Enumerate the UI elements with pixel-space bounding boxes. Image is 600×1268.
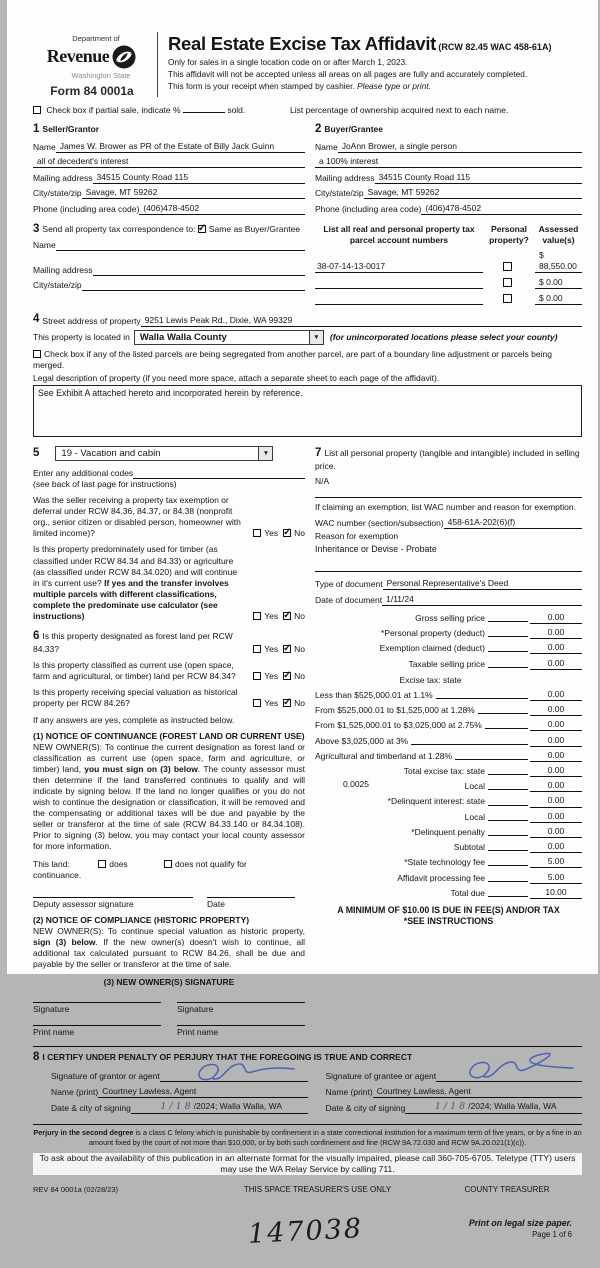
- additional-codes-field[interactable]: [133, 470, 305, 479]
- personal-property-checkbox[interactable]: [503, 262, 512, 271]
- form-title: Real Estate Excise Tax Affidavit: [168, 33, 437, 54]
- corr-city-label: City/state/zip: [33, 279, 82, 290]
- seller-mail-label: Mailing address: [33, 172, 93, 183]
- tax-row: Agricultural and timberland at 1.28% 0.00: [315, 750, 582, 762]
- section-1-number: 1: [33, 123, 40, 136]
- street-address-label: Street address of property: [42, 315, 141, 326]
- grantor-date-field[interactable]: 1/18/2024; Walla Walla, WA: [131, 1101, 308, 1114]
- buyer-mail-field[interactable]: 34515 County Road 115: [375, 172, 582, 184]
- buyer-city-field[interactable]: Savage, MT 59262: [364, 187, 582, 199]
- excise-tax-state-header: Excise tax: state: [399, 674, 462, 685]
- section-2-number: 2: [315, 123, 322, 136]
- dept-of-label: Department of: [72, 34, 120, 43]
- county-dropdown-value: Walla Walla County: [139, 332, 227, 344]
- grantee-date-label: Date & city of signing: [325, 1103, 406, 1114]
- forest-land-question-text: 6 Is this property designated as forest land per RCW 84.33?: [33, 629, 233, 654]
- section-7-personal-property: [315, 446, 582, 472]
- section-2-buyer: [315, 122, 582, 215]
- header-sub3: This form is your receipt when stamped by cashier. Please type or print.: [168, 80, 431, 91]
- reason-field[interactable]: Inheritance or Devise - Probate: [315, 543, 437, 554]
- form-number: Form 84 0001a: [50, 83, 134, 98]
- partial-sale-checkbox[interactable]: [33, 106, 41, 114]
- use-code-dropdown[interactable]: [55, 446, 273, 461]
- county-treasurer-label: COUNTY TREASURER: [464, 1185, 550, 1195]
- parcel-col2-header: Personal property?: [489, 223, 529, 245]
- historic-question-text: Is this property receiving special valuation as historical property per RCW 84.26?: [33, 686, 238, 708]
- correspondence-label: Send all property tax correspondence to:: [42, 223, 196, 234]
- continuance-label: continuance.: [33, 869, 82, 880]
- deputy-signature-label: Deputy assessor signature: [33, 898, 134, 909]
- revenue-wordmark: Revenue: [46, 46, 110, 67]
- seller-city-label: City/state/zip: [33, 188, 82, 199]
- grantee-signature-block: [308, 1065, 583, 1114]
- grantee-name-field[interactable]: Courtney Lawless, Agent: [373, 1086, 582, 1098]
- does-not-checkbox[interactable]: [164, 860, 172, 868]
- tax-row: Affidavit processing fee 5.00: [315, 872, 582, 884]
- assessed-value-field[interactable]: $ 0.00: [535, 293, 582, 305]
- buyer-phone-field[interactable]: (406)478-4502: [421, 203, 582, 215]
- tax-row: Total due 10.00: [315, 887, 582, 899]
- form-title-rcw: (RCW 82.45 WAC 458-61A): [438, 42, 552, 52]
- grantee-signature-ink: [455, 1048, 580, 1082]
- buyer-name-label: Name: [315, 141, 338, 152]
- legal-desc-label: Legal description of property (if you need more space, attach a separate sheet to each page of the affidavit).: [33, 373, 440, 384]
- personal-property-checkbox[interactable]: [503, 294, 512, 303]
- forest-yes-checkbox[interactable]: [253, 645, 261, 653]
- codes-note: (see back of last page for instructions): [33, 479, 177, 490]
- parcel-number-field[interactable]: 38-07-14-13-0017: [315, 261, 483, 273]
- buyer-phone-label: Phone (including area code): [315, 203, 422, 214]
- buyer-city-label: City/state/zip: [315, 188, 364, 199]
- parcel-row: [315, 250, 582, 273]
- exemption-question: Was the seller receiving a property tax exemption or deferral under RCW 84.36, 84.37, or 84.38 (nonprofit org., senior citizen or disabled person, homeowner with limited income)? Yes ✓ No: [33, 495, 305, 539]
- county-note: (for unincorporated locations please select your county): [329, 332, 558, 342]
- section-8-certification: [33, 1046, 582, 1114]
- tax-value[interactable]: 0.00: [530, 612, 582, 624]
- print-legal-note: Print on legal size paper.: [468, 1217, 572, 1228]
- current-use-no-checkbox[interactable]: ✓: [283, 669, 292, 681]
- affidavit-page: [7, 0, 598, 1250]
- header-sub1: Only for sales in a single location code on or after March 1, 2023.: [168, 57, 408, 68]
- corr-mail-field[interactable]: [93, 267, 305, 276]
- grantor-name-label: Name (print): [51, 1086, 99, 1097]
- section-3-correspondence: [33, 222, 305, 305]
- parcel-col3-header: Assessed value(s): [538, 223, 579, 245]
- grantor-signature-ink: [182, 1058, 302, 1084]
- tax-row: From $1,525,000.01 to $3,025,000 at 2.75% 0.00: [315, 719, 582, 731]
- partial-sale-label: Check box if partial sale, indicate %: [46, 105, 181, 116]
- deputy-signature-field[interactable]: [33, 897, 193, 910]
- section-5-number: 5: [33, 447, 40, 460]
- tax-value[interactable]: 5.00: [530, 872, 582, 884]
- assessed-value-field[interactable]: $ 88,550.00: [535, 250, 582, 273]
- parcel-row: [315, 293, 582, 305]
- corr-city-field[interactable]: [82, 282, 305, 291]
- tax-row: *Personal property (deduct) 0.00: [315, 627, 582, 639]
- parcel-row: [315, 277, 582, 289]
- tax-row: *Delinquent interest: state 0.00: [315, 795, 582, 807]
- divider: [315, 571, 582, 572]
- grantee-name-label: Name (print): [325, 1086, 373, 1097]
- county-dropdown-arrow-icon[interactable]: ▼: [309, 331, 323, 344]
- tax-value[interactable]: 0.00: [530, 719, 582, 731]
- see-instructions-note: *SEE INSTRUCTIONS: [403, 916, 494, 927]
- exemption-no-checkbox[interactable]: ✓: [283, 527, 292, 539]
- parcel-col1-header: List all real and personal property tax parcel account numbers: [323, 223, 475, 245]
- seller-phone-field[interactable]: (406)478-4502: [139, 203, 305, 215]
- partial-sale-row: [33, 105, 245, 116]
- located-in-label: This property is located in: [33, 332, 130, 342]
- seller-name2-field[interactable]: all of decedent's interest: [33, 156, 305, 168]
- owner-signature-field[interactable]: Signature: [33, 1002, 161, 1015]
- section-4-number: 4: [33, 313, 40, 326]
- tax-value[interactable]: 0.00: [530, 627, 582, 639]
- section-4-property: [33, 312, 582, 437]
- current-use-question-text: Is this property classified as current use (open space, farm and agricultural, or timber) land per RCW 84.34?: [33, 659, 236, 681]
- washington-state-label: Washington State: [71, 70, 131, 80]
- tax-row: Subtotal 0.00: [315, 841, 582, 853]
- tax-row: Gross selling price 0.00: [315, 612, 582, 624]
- same-as-buyer-label: Same as Buyer/Grantee: [208, 223, 301, 234]
- use-code-value: 19 - Vacation and cabin: [61, 448, 161, 460]
- tax-value[interactable]: 0.00: [530, 750, 582, 762]
- grantor-date-label: Date & city of signing: [51, 1103, 131, 1114]
- tax-row: Local 0.00: [315, 811, 582, 823]
- tax-value[interactable]: 0.00: [530, 689, 582, 701]
- tax-row: From $525,000.01 to $1,525,000 at 1.28% 0.00: [315, 704, 582, 716]
- corr-name-field[interactable]: [56, 242, 305, 251]
- tax-value[interactable]: 0.00: [530, 642, 582, 654]
- this-land-label: This land:: [33, 858, 70, 869]
- personal-property-field[interactable]: N/A: [315, 476, 330, 487]
- tax-value[interactable]: 10.00: [530, 887, 582, 899]
- minimum-due-note: A MINIMUM OF $10.00 IS DUE IN FEE(S) AND/OR TAX: [337, 904, 560, 915]
- buyer-name-field[interactable]: JoAnn Brower, a single person: [338, 141, 582, 153]
- tax-value[interactable]: 0.00: [530, 704, 582, 716]
- handwritten-stamp-number: 147038: [247, 1212, 364, 1250]
- tax-row: Exemption claimed (deduct) 0.00: [315, 642, 582, 654]
- segregated-label: Check box if any of the listed parcels are being segregated from another parcel, are part of a boundary line adjustment or parcels being merged.: [33, 349, 552, 371]
- same-as-buyer-checkbox[interactable]: ✓: [197, 222, 207, 234]
- county-dropdown[interactable]: [134, 330, 324, 345]
- tax-value[interactable]: 0.00: [530, 658, 582, 670]
- forest-no-checkbox[interactable]: ✓: [283, 642, 292, 654]
- owner-print-name-field[interactable]: Print name: [33, 1025, 161, 1038]
- wac-number-label: WAC number (section/subsection): [315, 517, 444, 528]
- section-7-number: 7: [315, 447, 322, 460]
- doc-type-field[interactable]: Personal Representative's Deed: [383, 578, 582, 590]
- tax-value[interactable]: 0.00: [530, 780, 582, 792]
- legal-desc-field[interactable]: See Exhibit A attached hereto and incorporated herein by reference.: [33, 385, 582, 437]
- tax-row: *Delinquent penalty 0.00: [315, 826, 582, 838]
- alt-format-note: To ask about the availability of this publication in an alternate format for the visually impaired, please call 360-705-6705. Teletype (TTY) users may use the WA Relay Service by calling 711.: [33, 1153, 582, 1175]
- parcel-table: [315, 222, 582, 305]
- doc-type-label: Type of document: [315, 579, 383, 590]
- grantee-sig-label: Signature of grantee or agent: [325, 1070, 437, 1081]
- timber-question-text: Is this property predominately used for timber (as classified under RCW 84.34 and 84.33) or agriculture (as classified under RCW 84.34.020) and will continue in it's current use? If yes and the transfer involves multiple parcels with different classifications, complete the predominate use calculator (see instructions): [33, 544, 238, 621]
- treasurer-space-label: THIS SPACE TREASURER'S USE ONLY: [243, 1185, 392, 1195]
- grantor-name-field[interactable]: Courtney Lawless, Agent: [98, 1086, 307, 1098]
- exemption-yes-checkbox[interactable]: [253, 529, 261, 537]
- reason-label: Reason for exemption: [315, 530, 399, 541]
- doc-date-label: Date of document: [315, 594, 383, 605]
- corr-name-label: Name: [33, 240, 56, 251]
- current-use-yes-checkbox[interactable]: [253, 672, 261, 680]
- buyer-mail-label: Mailing address: [315, 172, 375, 183]
- partial-sold-label: sold.: [227, 105, 246, 116]
- forest-land-question: 6 Is this property designated as forest land per RCW 84.33? Yes ✓ No: [33, 629, 305, 654]
- grantor-sig-label: Signature of grantor or agent: [51, 1070, 160, 1081]
- section-3-number: 3: [33, 222, 40, 235]
- tax-row: Less than $525,000.01 at 1.1% 0.00: [315, 689, 582, 701]
- wac-number-field[interactable]: 458-61A-202(6)(f): [444, 517, 582, 529]
- page-number: Page 1 of 6: [532, 1230, 572, 1240]
- new-owner-signature-title: (3) NEW OWNER(S) SIGNATURE: [103, 976, 235, 987]
- section-8-number: 8: [33, 1051, 40, 1064]
- buyer-heading: Buyer/Grantee: [324, 124, 383, 135]
- tax-row-local: 0.0025 Local 0.00: [315, 780, 582, 792]
- current-use-question: Is this property classified as current use (open space, farm and agricultural, or timber) land per RCW 84.34? Yes ✓ No: [33, 659, 305, 681]
- timber-no-checkbox[interactable]: ✓: [283, 609, 292, 621]
- ownership-note: List percentage of ownership acquired next to each name.: [290, 105, 509, 116]
- historic-question: Is this property receiving special valuation as historical property per RCW 84.26? Yes ✓ No: [33, 686, 305, 708]
- notice1-text: NEW OWNER(S): To continue the current designation as forest land or classification as current use (open space, farm and agriculture, or timber) land, you must sign on (3) below. The county assessor must then determine if the land transferred continues to qualify and will indicate by signing below. If the land no longer qualifies or you do not wish to continue the designation or classification, it will be removed and the compensating or additional taxes will be due and payable by the seller or transferor at the time of sale (RCW 84.33.140 or 84.34.108). Prior to signing (3) below, you may contact your local county assessor for more information.: [33, 742, 305, 852]
- doc-date-field[interactable]: 1/11/24: [382, 594, 582, 606]
- notice1-title: (1) NOTICE OF CONTINUANCE (FOREST LAND OR CURRENT USE): [33, 731, 305, 741]
- segregated-checkbox[interactable]: [33, 350, 41, 358]
- header-sub2: This affidavit will not be accepted unless all areas on all pages are fully and accurately completed.: [168, 68, 528, 79]
- street-address-field[interactable]: 9251 Lewis Peak Rd., Dixie, WA 99329: [141, 315, 582, 327]
- exemption-note: If claiming an exemption, list WAC number and reason for exemption.: [315, 502, 576, 513]
- owner-signature-field[interactable]: Signature: [177, 1002, 305, 1015]
- corr-mail-label: Mailing address: [33, 265, 93, 276]
- perjury-note: Perjury in the second degree is a class C felony which is punishable by confinement in a state correctional institution for a maximum term of five years, or by a fine in an amount fixed by the court of not more than $10,000, or by both such confinement and fine (RCW 9A.72.030 and RCW 9A.20.021(1)(c)).: [33, 1124, 582, 1148]
- historic-no-checkbox[interactable]: ✓: [283, 696, 292, 708]
- tax-value[interactable]: 0.00: [530, 826, 582, 838]
- notice2-text: NEW OWNER(S): To continue special valuation as historic property, sign (3) below. If the new owner(s) doesn't wish to continue, all additional tax calculated pursuant to RCW 84.26, shall be due and payable by the seller or transferor at the time of sale.: [33, 925, 305, 969]
- tax-row: *State technology fee 5.00: [315, 856, 582, 868]
- seller-city-field[interactable]: Savage, MT 59262: [82, 187, 305, 199]
- treasurer-stamp-area: [33, 1196, 582, 1268]
- section-5-use-code: [33, 446, 305, 461]
- personal-property-checkbox[interactable]: [503, 278, 512, 287]
- deputy-date-label: Date: [207, 898, 225, 909]
- tax-value[interactable]: 0.00: [530, 735, 582, 747]
- seller-name-label: Name: [33, 141, 56, 152]
- section-6-number: 6: [33, 629, 40, 642]
- use-code-dropdown-arrow-icon[interactable]: ▼: [258, 447, 272, 460]
- if-any-note: If any answers are yes, complete as instructed below.: [33, 714, 235, 725]
- tax-value[interactable]: 0.00: [530, 765, 582, 777]
- seller-heading: Seller/Grantor: [42, 124, 100, 135]
- land-qualify-row: This land: does does not qualify for: [33, 858, 247, 869]
- parcel-number-field[interactable]: [315, 278, 483, 289]
- tax-value[interactable]: 0.00: [530, 811, 582, 823]
- notice2-title: (2) NOTICE OF COMPLIANCE (HISTORIC PROPERTY): [33, 914, 250, 925]
- tax-value[interactable]: 0.00: [530, 795, 582, 807]
- additional-codes-label: Enter any additional codes: [33, 468, 134, 479]
- timber-yes-checkbox[interactable]: [253, 612, 261, 620]
- exemption-question-text: Was the seller receiving a property tax exemption or deferral under RCW 84.36, 84.37, or 84.38 (nonprofit org., senior citizen or disabled person, homeowner with limited income)?: [33, 495, 241, 539]
- personal-property-intro: List all personal property (tangible and intangible) included in selling price.: [315, 448, 580, 472]
- historic-yes-checkbox[interactable]: [253, 699, 261, 707]
- rev-form-id: REV 84 0001a (02/28/23): [33, 1185, 119, 1195]
- timber-question: Is this property predominately used for timber (as classified under RCW 84.34 and 84.33) or agriculture (as classified under RCW 84.34.020) and will continue in it's current use? If yes and the transfer involves multiple parcels with different classifications, complete the predominate use calculator (see instructions) Yes ✓ No: [33, 544, 305, 621]
- seller-phone-label: Phone (including area code): [33, 203, 140, 214]
- tax-row: Above $3,025,000 at 3% 0.00: [315, 735, 582, 747]
- dor-swirl-icon: [111, 44, 137, 70]
- tax-value[interactable]: 0.00: [530, 841, 582, 853]
- local-rate: 0.0025: [343, 779, 369, 790]
- partial-percent-field[interactable]: [183, 112, 225, 113]
- header-divider: [157, 32, 158, 97]
- tax-row: Total excise tax: state 0.00: [315, 765, 582, 777]
- deputy-date-field[interactable]: [207, 897, 295, 910]
- seller-name-field[interactable]: James W. Brower as PR of the Estate of Billy Jack Guinn: [56, 141, 305, 153]
- grantee-date-field[interactable]: 1/18/2024; Walla Walla, WA: [405, 1101, 582, 1114]
- dor-logo: [33, 30, 151, 99]
- grantor-signature-block: [33, 1065, 308, 1114]
- assessed-value-field[interactable]: $ 0.00: [535, 277, 582, 289]
- does-checkbox[interactable]: [98, 860, 106, 868]
- tax-row: Taxable selling price 0.00: [315, 658, 582, 670]
- owner-print-name-field[interactable]: Print name: [177, 1025, 305, 1038]
- parcel-number-field[interactable]: [315, 294, 483, 305]
- seller-mail-field[interactable]: 34515 County Road 115: [93, 172, 305, 184]
- section-1-seller: [33, 122, 305, 215]
- buyer-name2-field[interactable]: a 100% interest: [315, 156, 582, 168]
- divider: [315, 497, 582, 498]
- certify-statement: I CERTIFY UNDER PENALTY OF PERJURY THAT THE FOREGOING IS TRUE AND CORRECT: [42, 1052, 413, 1063]
- tax-value[interactable]: 5.00: [530, 856, 582, 868]
- form-header: [33, 30, 582, 99]
